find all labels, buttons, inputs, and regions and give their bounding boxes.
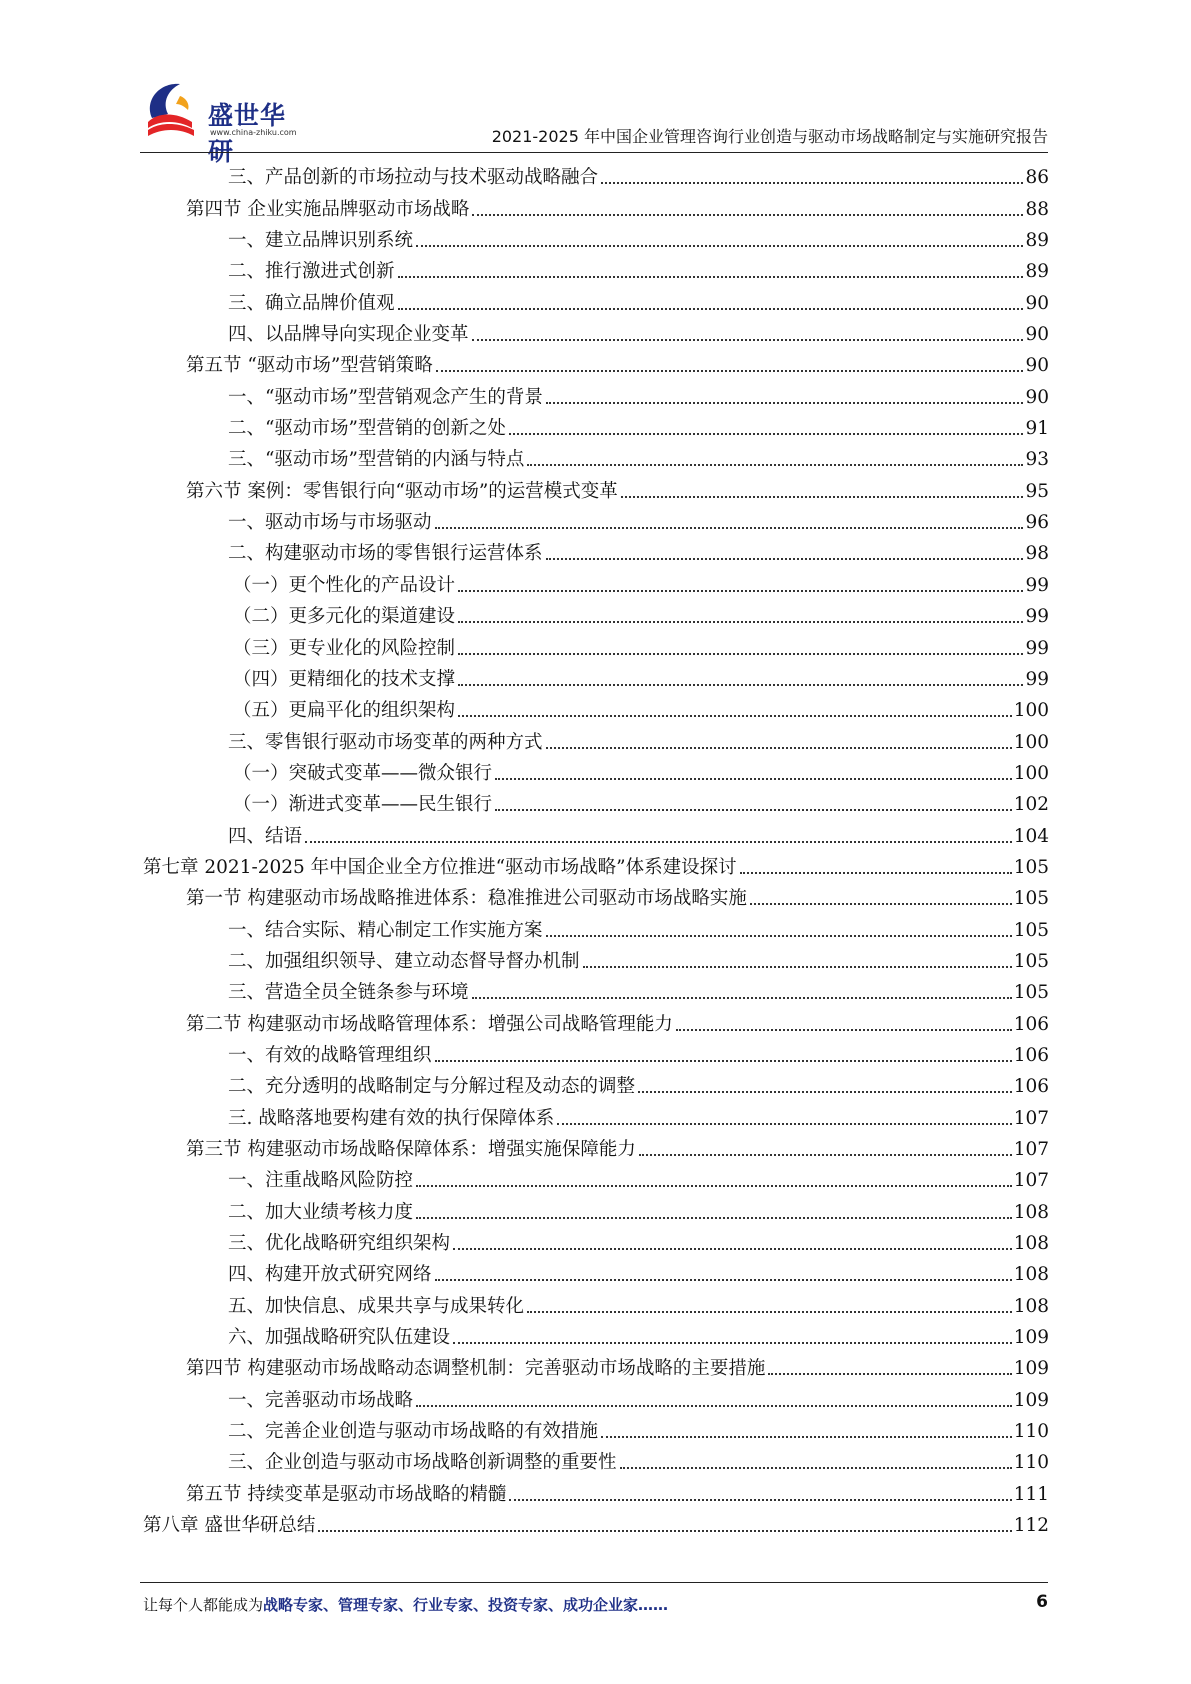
toc-entry[interactable] (143, 880, 1049, 911)
toc-entry[interactable] (143, 911, 1049, 942)
toc-entry[interactable] (143, 1507, 1049, 1538)
toc-entry[interactable] (143, 1475, 1049, 1506)
toc-entry[interactable] (143, 1005, 1049, 1036)
toc-dot-leader (601, 1436, 1012, 1438)
toc-dot-leader (509, 1499, 1011, 1501)
toc-dot-leader (458, 684, 1023, 686)
toc-dot-leader (546, 558, 1024, 560)
toc-entry[interactable] (143, 222, 1049, 253)
toc-entry-page: 90 (1025, 355, 1049, 377)
toc-entry[interactable] (143, 1287, 1049, 1318)
toc-entry-page: 108 (1013, 1233, 1049, 1255)
toc-entry-title: 一、“驱动市场”型营销观念产生的背景 (228, 386, 543, 408)
toc-entry[interactable] (143, 316, 1049, 347)
toc-entry-page: 98 (1025, 543, 1049, 565)
toc-entry-page: 106 (1013, 1076, 1049, 1098)
toc-dot-leader (639, 1154, 1012, 1156)
toc-entry-page: 106 (1013, 1044, 1049, 1066)
toc-dot-leader (453, 1248, 1012, 1250)
company-logo (140, 78, 310, 166)
footer-slogan-roles: 战略专家、管理专家、行业专家、投资专家、成功企业家…… (263, 1596, 669, 1614)
toc-entry[interactable] (143, 723, 1049, 754)
toc-dot-leader (398, 308, 1024, 310)
toc-entry[interactable] (143, 1381, 1049, 1412)
toc-entry[interactable] (143, 347, 1049, 378)
toc-entry-title: 四、以品牌导向实现企业变革 (228, 324, 469, 346)
logo-name: 盛世华研 (208, 101, 287, 166)
toc-entry-title: 三、企业创造与驱动市场战略创新调整的重要性 (228, 1452, 617, 1474)
toc-entry[interactable] (143, 1131, 1049, 1162)
toc-entry-page: 109 (1013, 1389, 1049, 1411)
toc-entry-title: 一、有效的战略管理组织 (228, 1044, 432, 1066)
toc-entry-page: 112 (1013, 1515, 1049, 1537)
page-header (140, 78, 1048, 166)
toc-entry-title: （一）突破式变革——微众银行 (233, 762, 493, 784)
toc-dot-leader (436, 370, 1024, 372)
table-of-contents (143, 159, 1049, 1538)
toc-entry-title: 二、加强组织领导、建立动态督导督办机制 (228, 950, 580, 972)
toc-entry-title: 三、零售银行驱动市场变革的两种方式 (228, 731, 543, 753)
toc-entry[interactable] (143, 378, 1049, 409)
toc-dot-leader (458, 653, 1023, 655)
toc-entry[interactable] (143, 1413, 1049, 1444)
footer-divider (140, 1582, 1048, 1583)
toc-dot-leader (416, 1405, 1012, 1407)
toc-dot-leader (509, 433, 1024, 435)
toc-entry-title: 四、构建开放式研究网络 (228, 1264, 432, 1286)
toc-entry-title: 二、构建驱动市场的零售银行运营体系 (228, 543, 543, 565)
toc-entry[interactable] (143, 1350, 1049, 1381)
toc-entry[interactable] (143, 535, 1049, 566)
toc-entry-title: 三、确立品牌价值观 (228, 292, 395, 314)
toc-dot-leader (557, 1123, 1011, 1125)
toc-entry-page: 105 (1013, 919, 1049, 941)
toc-entry[interactable] (143, 598, 1049, 629)
toc-entry-page: 110 (1013, 1421, 1049, 1443)
toc-entry-page: 99 (1025, 574, 1049, 596)
toc-entry-page: 106 (1013, 1013, 1049, 1035)
toc-dot-leader (458, 590, 1023, 592)
toc-dot-leader (472, 339, 1024, 341)
toc-dot-leader (546, 747, 1012, 749)
toc-entry-title: 第八章 盛世华研总结 (143, 1515, 316, 1537)
toc-entry-title: 第五节 “驱动市场”型营销策略 (186, 355, 433, 377)
toc-entry-page: 100 (1013, 762, 1049, 784)
toc-dot-leader (676, 1029, 1012, 1031)
toc-dot-leader (435, 1279, 1012, 1281)
toc-entry-page: 99 (1025, 637, 1049, 659)
toc-entry-title: 第四节 企业实施品牌驱动市场战略 (186, 198, 470, 220)
toc-entry[interactable] (143, 472, 1049, 503)
toc-dot-leader (740, 872, 1012, 874)
toc-dot-leader (305, 841, 1012, 843)
toc-entry-title: （二）更多元化的渠道建设 (233, 606, 456, 628)
toc-entry-title: 三. 战略落地要构建有效的执行保障体系 (228, 1107, 555, 1129)
toc-entry-title: 一、建立品牌识别系统 (228, 230, 414, 252)
toc-entry[interactable] (143, 974, 1049, 1005)
toc-entry[interactable] (143, 849, 1049, 880)
toc-entry[interactable] (143, 1193, 1049, 1224)
toc-entry-page: 105 (1013, 888, 1049, 910)
toc-entry-page: 86 (1025, 167, 1049, 189)
toc-dot-leader (546, 402, 1024, 404)
toc-entry-title: 二、推行激进式创新 (228, 261, 395, 283)
header-divider (140, 152, 1048, 153)
toc-entry-title: 第四节 构建驱动市场战略动态调整机制：完善驱动市场战略的主要措施 (186, 1358, 766, 1380)
logo-emblem-icon (140, 78, 210, 144)
toc-entry-title: 一、完善驱动市场战略 (228, 1389, 414, 1411)
toc-entry-title: 第二节 构建驱动市场战略管理体系：增强公司战略管理能力 (186, 1013, 673, 1035)
toc-entry-page: 100 (1013, 700, 1049, 722)
toc-dot-leader (620, 1467, 1012, 1469)
toc-dot-leader (416, 245, 1023, 247)
toc-entry-page: 96 (1025, 512, 1049, 534)
toc-entry-page: 107 (1013, 1139, 1049, 1160)
toc-entry[interactable] (143, 504, 1049, 535)
page-footer (143, 1594, 1048, 1618)
toc-entry[interactable] (143, 1099, 1049, 1130)
toc-entry-title: 一、注重战略风险防控 (228, 1170, 414, 1192)
toc-entry-page: 109 (1013, 1327, 1049, 1349)
toc-dot-leader (583, 966, 1012, 968)
toc-dot-leader (472, 997, 1012, 999)
toc-dot-leader (453, 1342, 1012, 1344)
toc-entry[interactable] (143, 410, 1049, 441)
toc-entry-title: 一、结合实际、精心制定工作实施方案 (228, 919, 543, 941)
toc-entry-page: 100 (1013, 731, 1049, 753)
toc-entry-title: 五、加快信息、成果共享与成果转化 (228, 1295, 525, 1317)
toc-entry-page: 110 (1013, 1452, 1049, 1474)
toc-entry-page: 108 (1013, 1201, 1049, 1223)
toc-entry-page: 89 (1025, 230, 1049, 252)
toc-entry-title: （四）更精细化的技术支撑 (233, 668, 456, 690)
toc-entry-title: 一、驱动市场与市场驱动 (228, 512, 432, 534)
logo-url: www.china-zhiku.com (210, 128, 297, 137)
toc-dot-leader (527, 1311, 1012, 1313)
toc-dot-leader (458, 621, 1023, 623)
toc-entry-title: 第六节 案例：零售银行向“驱动市场”的运营模式变革 (186, 480, 618, 502)
footer-slogan-prefix: 让每个人都能成为 (143, 1596, 264, 1614)
toc-entry-page: 88 (1025, 198, 1049, 220)
toc-entry-page: 105 (1013, 856, 1049, 878)
toc-entry-title: 三、优化战略研究组织架构 (228, 1233, 451, 1255)
toc-dot-leader (546, 935, 1012, 937)
toc-entry[interactable] (143, 661, 1049, 692)
toc-entry-title: 三、营造全员全链条参与环境 (228, 982, 469, 1004)
toc-entry[interactable] (143, 441, 1049, 472)
toc-entry[interactable] (143, 817, 1049, 848)
toc-entry[interactable] (143, 159, 1049, 190)
toc-entry-page: 90 (1025, 292, 1049, 314)
toc-dot-leader (621, 496, 1024, 498)
toc-entry[interactable] (143, 943, 1049, 974)
toc-entry-title: 四、结语 (228, 825, 303, 847)
toc-entry-page: 99 (1025, 668, 1049, 690)
toc-entry-title: 第三节 构建驱动市场战略保障体系：增强实施保障能力 (186, 1139, 636, 1160)
toc-entry[interactable] (143, 1162, 1049, 1193)
page-number: 6 (1036, 1592, 1048, 1612)
toc-dot-leader (458, 715, 1012, 717)
toc-entry-title: 第七章 2021-2025 年中国企业全方位推进“驱动市场战略”体系建设探讨 (143, 856, 737, 878)
toc-entry-page: 108 (1013, 1264, 1049, 1286)
toc-dot-leader (416, 1217, 1012, 1219)
toc-dot-leader (495, 809, 1012, 811)
toc-entry[interactable] (143, 1256, 1049, 1287)
toc-entry-title: 六、加强战略研究队伍建设 (228, 1327, 451, 1349)
toc-dot-leader (435, 1060, 1012, 1062)
toc-entry[interactable] (143, 253, 1049, 284)
toc-entry-page: 90 (1025, 324, 1049, 346)
toc-dot-leader (601, 182, 1023, 184)
toc-dot-leader (768, 1373, 1011, 1375)
toc-entry-page: 104 (1013, 825, 1049, 847)
toc-dot-leader (638, 1091, 1012, 1093)
toc-dot-leader (495, 778, 1012, 780)
toc-entry-page: 107 (1013, 1170, 1049, 1192)
toc-dot-leader (472, 214, 1023, 216)
toc-entry-page: 93 (1025, 449, 1049, 471)
toc-entry-page: 108 (1013, 1295, 1049, 1317)
toc-entry-title: 二、“驱动市场”型营销的创新之处 (228, 418, 506, 440)
toc-entry-page: 89 (1025, 261, 1049, 283)
toc-entry-title: 二、加大业绩考核力度 (228, 1201, 414, 1223)
toc-entry-title: 第一节 构建驱动市场战略推进体系：稳准推进公司驱动市场战略实施 (186, 888, 747, 910)
toc-entry-title: （五）更扁平化的组织架构 (233, 700, 456, 722)
toc-entry[interactable] (143, 786, 1049, 817)
toc-entry-page: 107 (1013, 1107, 1049, 1129)
toc-dot-leader (750, 903, 1012, 905)
toc-entry[interactable] (143, 1444, 1049, 1475)
toc-dot-leader (318, 1530, 1011, 1532)
toc-entry-title: 三、“驱动市场”型营销的内涵与特点 (228, 449, 525, 471)
toc-dot-leader (527, 464, 1023, 466)
toc-entry-title: （一）渐进式变革——民生银行 (233, 794, 493, 816)
toc-entry-page: 102 (1013, 794, 1049, 816)
toc-entry[interactable] (143, 692, 1049, 723)
toc-entry-title: 二、完善企业创造与驱动市场战略的有效措施 (228, 1421, 599, 1443)
toc-entry[interactable] (143, 629, 1049, 660)
toc-dot-leader (398, 276, 1024, 278)
toc-entry[interactable] (143, 1225, 1049, 1256)
report-title: 2021-2025 年中国企业管理咨询行业创造与驱动市场战略制定与实施研究报告 (491, 127, 1048, 146)
toc-entry-page: 109 (1013, 1358, 1049, 1380)
toc-entry-page: 90 (1025, 386, 1049, 408)
toc-entry[interactable] (143, 190, 1049, 221)
toc-entry[interactable] (143, 755, 1049, 786)
toc-entry-title: （三）更专业化的风险控制 (233, 637, 456, 659)
toc-entry[interactable] (143, 284, 1049, 315)
toc-entry-title: 二、充分透明的战略制定与分解过程及动态的调整 (228, 1076, 636, 1098)
toc-entry-page: 111 (1013, 1483, 1049, 1505)
toc-dot-leader (435, 527, 1024, 529)
toc-dot-leader (416, 1185, 1012, 1187)
toc-entry-title: 三、产品创新的市场拉动与技术驱动战略融合 (228, 167, 599, 189)
toc-entry-page: 99 (1025, 606, 1049, 628)
toc-entry[interactable] (143, 566, 1049, 597)
toc-entry-title: （一）更个性化的产品设计 (233, 574, 456, 596)
toc-entry[interactable] (143, 1319, 1049, 1350)
toc-entry[interactable] (143, 1037, 1049, 1068)
toc-entry-title: 第五节 持续变革是驱动市场战略的精髓 (186, 1483, 507, 1505)
toc-entry-page: 91 (1025, 418, 1049, 440)
toc-entry-page: 95 (1025, 480, 1049, 502)
toc-entry[interactable] (143, 1068, 1049, 1099)
toc-entry-page: 105 (1013, 950, 1049, 972)
toc-entry-page: 105 (1013, 982, 1049, 1004)
